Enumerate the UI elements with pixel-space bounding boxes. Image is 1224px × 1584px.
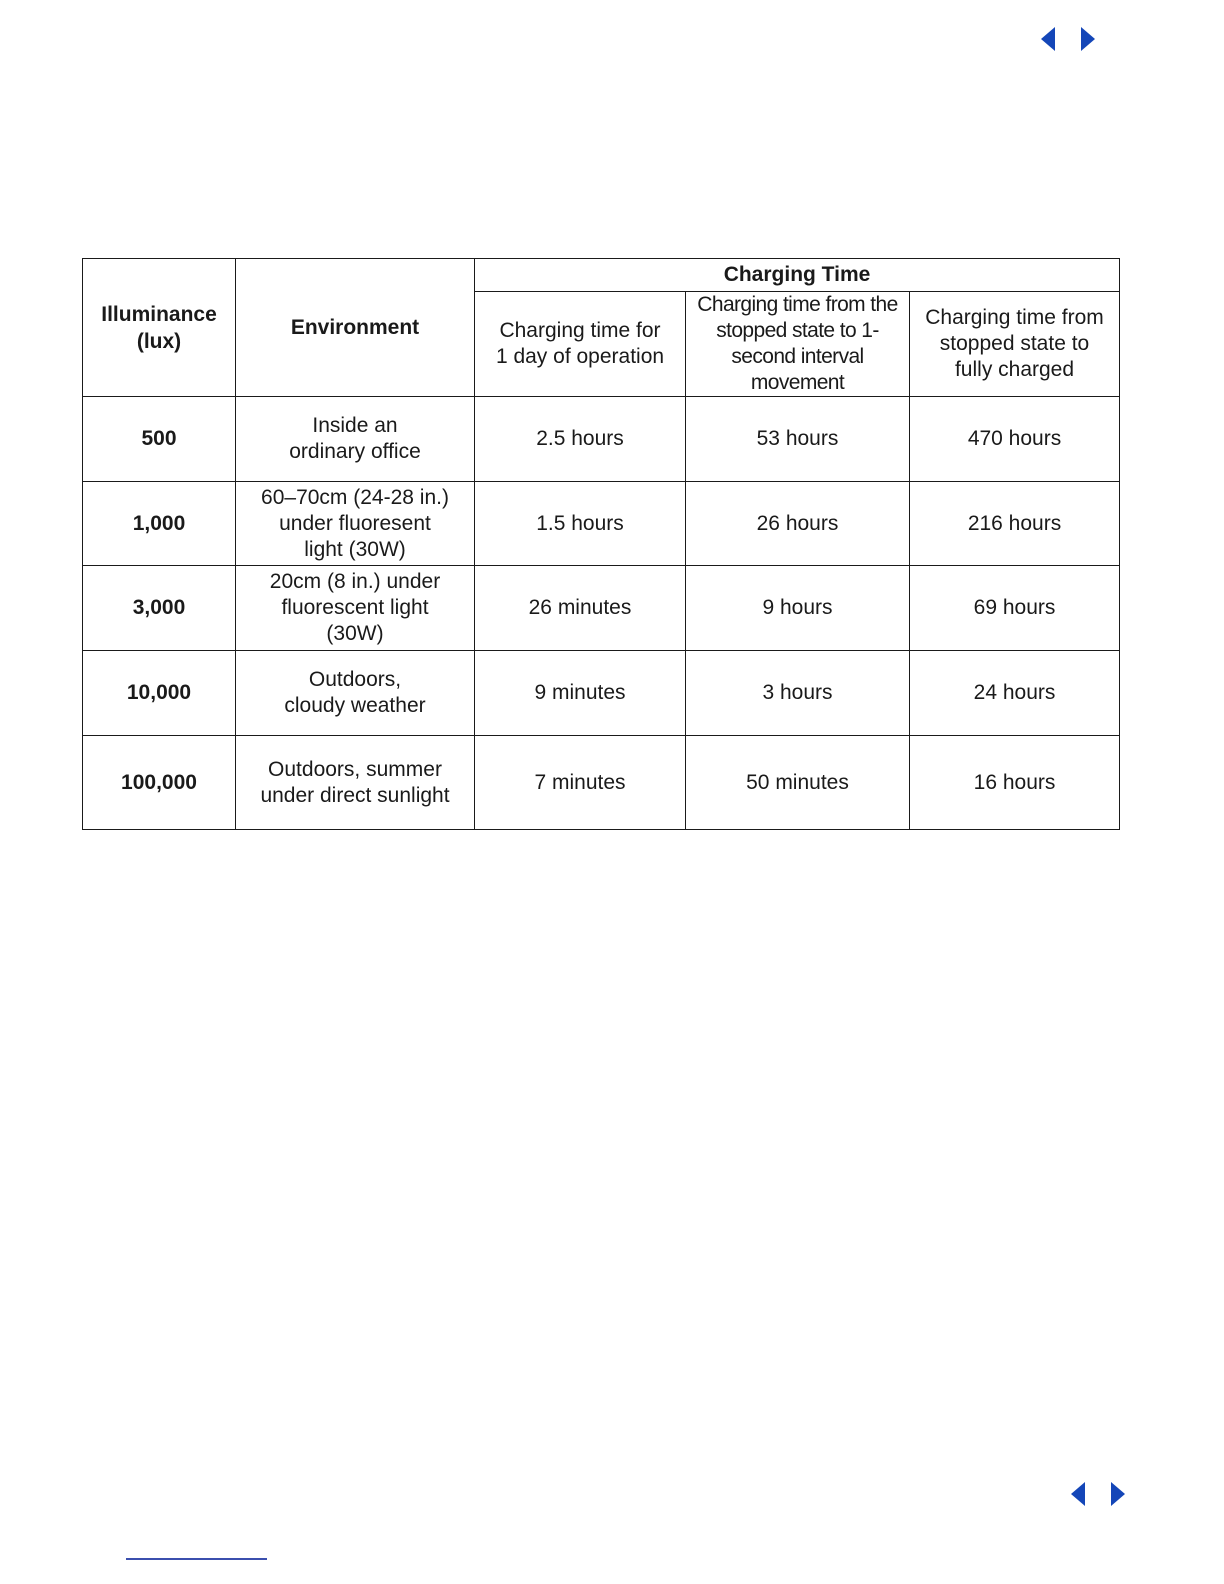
one-day-cell: 26 minutes bbox=[475, 566, 686, 651]
footer-divider bbox=[126, 1558, 267, 1560]
environment-cell: 20cm (8 in.) under fluorescent light (30W) bbox=[236, 566, 475, 651]
one-second-cell: 26 hours bbox=[686, 482, 910, 566]
top-page-nav bbox=[1040, 26, 1096, 52]
one-day-header: Charging time for 1 day of operation bbox=[475, 292, 686, 397]
fully-charged-cell: 24 hours bbox=[910, 651, 1120, 736]
fully-charged-cell: 16 hours bbox=[910, 736, 1120, 830]
fully-charged-cell: 470 hours bbox=[910, 397, 1120, 482]
fully-charged-header: Charging time from stopped state to fully charged bbox=[910, 292, 1120, 397]
charging-time-table bbox=[82, 258, 1120, 830]
environment-cell: Outdoors, summer under direct sunlight bbox=[236, 736, 475, 830]
one-second-cell: 3 hours bbox=[686, 651, 910, 736]
environment-cell: Inside an ordinary office bbox=[236, 397, 475, 482]
environment-cell: Outdoors, cloudy weather bbox=[236, 651, 475, 736]
environment-header: Environment bbox=[236, 259, 475, 397]
one-second-header: Charging time from the stopped state to 1-second interval movement bbox=[686, 292, 910, 397]
one-second-cell: 9 hours bbox=[686, 566, 910, 651]
one-day-cell: 1.5 hours bbox=[475, 482, 686, 566]
next-page-icon[interactable] bbox=[1080, 26, 1096, 52]
previous-page-icon[interactable] bbox=[1070, 1481, 1086, 1507]
lux-cell: 100,000 bbox=[83, 736, 236, 830]
one-second-cell: 53 hours bbox=[686, 397, 910, 482]
one-day-cell: 9 minutes bbox=[475, 651, 686, 736]
lux-cell: 3,000 bbox=[83, 566, 236, 651]
lux-cell: 500 bbox=[83, 397, 236, 482]
one-second-cell: 50 minutes bbox=[686, 736, 910, 830]
next-page-icon[interactable] bbox=[1110, 1481, 1126, 1507]
table-header-row bbox=[83, 259, 1120, 292]
bottom-page-nav bbox=[1070, 1481, 1126, 1507]
illuminance-header: Illuminance (lux) bbox=[83, 259, 236, 397]
charging-time-group-header: Charging Time bbox=[475, 259, 1120, 292]
fully-charged-cell: 216 hours bbox=[910, 482, 1120, 566]
table-row bbox=[83, 651, 1120, 736]
table-row bbox=[83, 482, 1120, 566]
one-day-cell: 2.5 hours bbox=[475, 397, 686, 482]
table-row bbox=[83, 566, 1120, 651]
table-row bbox=[83, 736, 1120, 830]
fully-charged-cell: 69 hours bbox=[910, 566, 1120, 651]
lux-cell: 10,000 bbox=[83, 651, 236, 736]
table-row bbox=[83, 397, 1120, 482]
one-day-cell: 7 minutes bbox=[475, 736, 686, 830]
environment-cell: 60–70cm (24-28 in.) under fluoresent light (30W) bbox=[236, 482, 475, 566]
lux-cell: 1,000 bbox=[83, 482, 236, 566]
previous-page-icon[interactable] bbox=[1040, 26, 1056, 52]
